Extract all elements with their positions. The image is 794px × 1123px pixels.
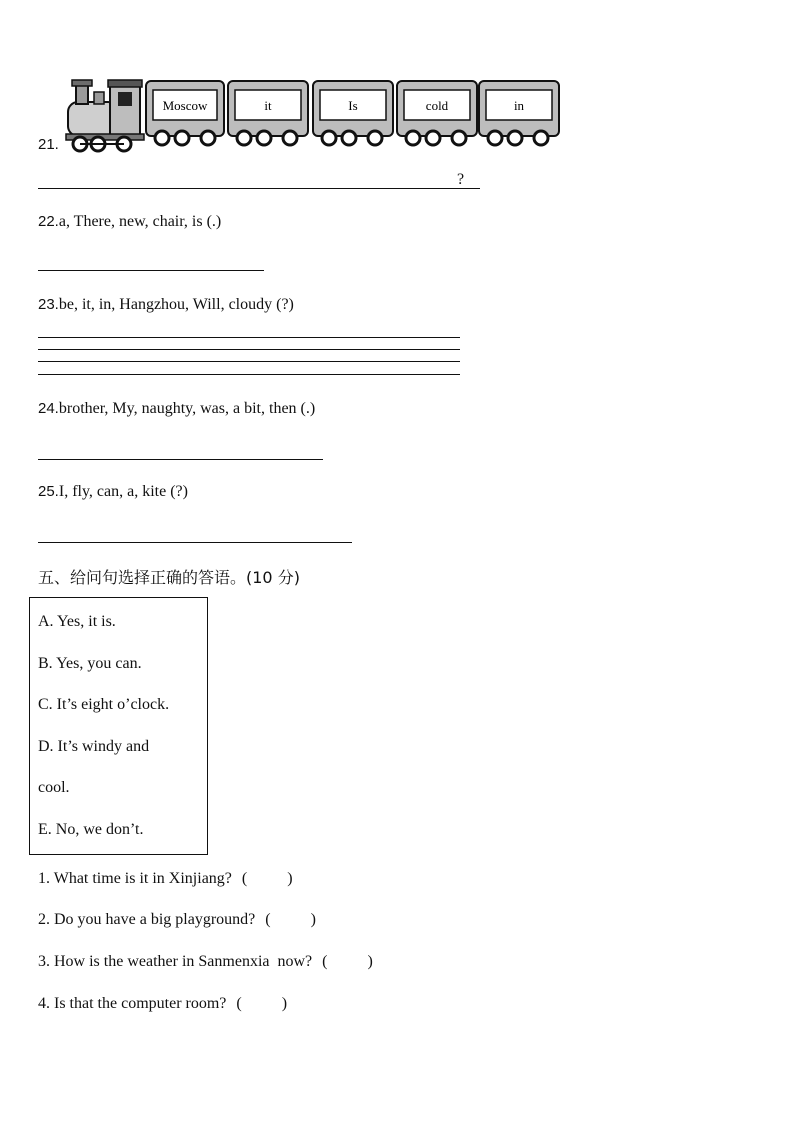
- question-item: 3. How is the weather in Sanmenxia now? ( ): [38, 953, 373, 970]
- q22-answer-line[interactable]: [38, 270, 264, 271]
- option-d-continued: cool.: [38, 779, 70, 796]
- question-item: 1. What time is it in Xinjiang? ( ): [38, 870, 293, 887]
- option-e: E. No, we don’t.: [38, 821, 144, 838]
- option-c: C. It’s eight o’clock.: [38, 696, 170, 713]
- train-word: Moscow: [162, 98, 208, 113]
- q21-number: 21.: [38, 136, 59, 153]
- locomotive-icon: [66, 80, 144, 151]
- train-cars: [146, 81, 559, 145]
- question-item: 4. Is that the computer room? ( ): [38, 995, 288, 1012]
- option-b: B. Yes, you can.: [38, 655, 142, 672]
- answer-blank[interactable]: ( ): [322, 953, 373, 970]
- train-word: cold: [425, 98, 449, 113]
- q23-answer-line[interactable]: [38, 349, 460, 350]
- option-a: A. Yes, it is.: [38, 613, 116, 630]
- q23-answer-line[interactable]: [38, 337, 460, 338]
- train-illustration: [64, 78, 568, 154]
- q23-prompt: 23.be, it, in, Hangzhou, Will, cloudy (?): [38, 296, 294, 313]
- q23-answer-line[interactable]: [38, 374, 460, 375]
- q21-answer-line[interactable]: [38, 188, 480, 189]
- q25-answer-line[interactable]: [38, 542, 352, 543]
- answer-blank[interactable]: ( ): [236, 995, 288, 1012]
- options-box: [29, 597, 208, 855]
- train-word: in: [513, 98, 525, 113]
- answer-blank[interactable]: ( ): [265, 911, 316, 928]
- q21-question-mark: ?: [457, 171, 465, 188]
- train-word: it: [264, 98, 272, 113]
- question-item: 2. Do you have a big playground? ( ): [38, 911, 316, 928]
- q24-answer-line[interactable]: [38, 459, 323, 460]
- q23-answer-line[interactable]: [38, 361, 460, 362]
- answer-blank[interactable]: ( ): [241, 870, 293, 887]
- section-title: 五、给问句选择正确的答语。(10 分): [38, 568, 300, 587]
- train-word: Is: [348, 98, 358, 113]
- q24-prompt: 24.brother, My, naughty, was, a bit, then (.): [38, 400, 316, 417]
- option-d: D. It’s windy and: [38, 738, 150, 755]
- q22-prompt: 22.a, There, new, chair, is (.): [38, 213, 222, 230]
- q25-prompt: 25.I, fly, can, a, kite (?): [38, 483, 188, 500]
